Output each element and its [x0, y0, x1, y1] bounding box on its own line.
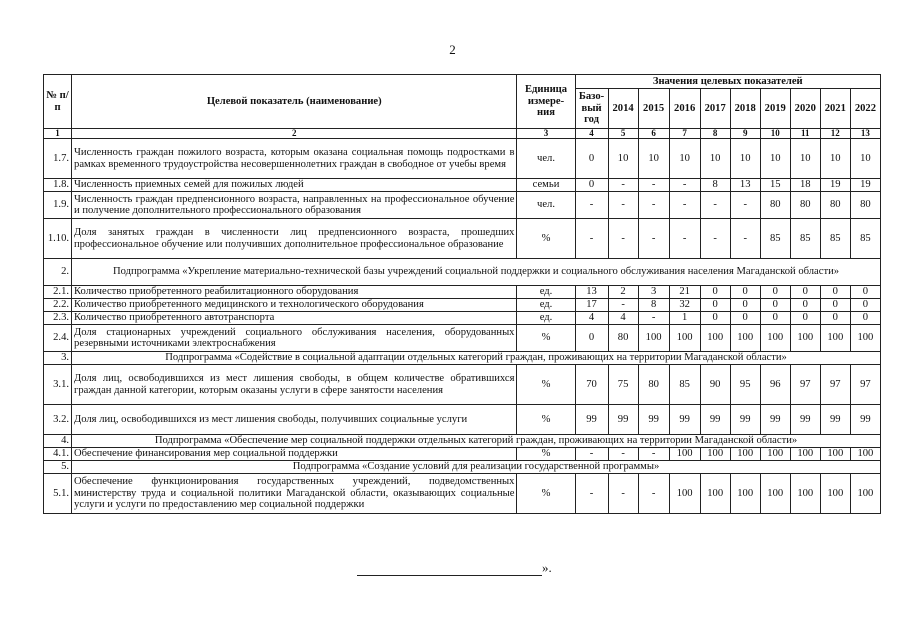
year-value: 100 [820, 474, 850, 514]
table-row [44, 365, 881, 405]
unit-cell: % [517, 325, 575, 352]
year-value: - [700, 219, 730, 259]
year-value: 99 [820, 405, 850, 435]
closing-line [357, 560, 552, 576]
year-value: 1 [669, 312, 700, 325]
year-value: 8 [700, 179, 730, 192]
indicator-name: Доля лиц, освободившихся из мест лишения свободы, в общем количестве обратившихся граждан данной категории, которым оказаны услуги в сфере занятости населения [72, 365, 517, 405]
column-number: 6 [638, 129, 669, 139]
year-value: 99 [638, 405, 669, 435]
column-number: 9 [730, 129, 760, 139]
row-number: 3.2. [44, 405, 72, 435]
year-value: - [638, 179, 669, 192]
year-value: 97 [790, 365, 820, 405]
unit-cell: ед. [517, 299, 575, 312]
year-value: 0 [790, 312, 820, 325]
indicator-name: Численность граждан пожилого возраста, которым оказана социальная помощь подростками в рамках временного трудоустройства несовершеннолетних граждан в свободное от учебы время [72, 139, 517, 179]
year-value: 100 [790, 448, 820, 461]
year-value: - [638, 474, 669, 514]
table-row [44, 192, 881, 219]
year-value: 21 [669, 286, 700, 299]
signature-line [357, 565, 542, 576]
year-value: 100 [850, 448, 880, 461]
year-value: 99 [850, 405, 880, 435]
header-year: 2019 [760, 89, 790, 129]
year-value: 0 [820, 312, 850, 325]
year-value: 99 [608, 405, 638, 435]
indicator-name: Численность граждан предпенсионного возраста, направленных на профессиональное обучение и получение дополнительного профессионального образования [72, 192, 517, 219]
unit-cell: ед. [517, 312, 575, 325]
year-value: 100 [820, 325, 850, 352]
year-value: 0 [790, 299, 820, 312]
subprogram-title: Подпрограмма «Обеспечение мер социальной поддержки отдельных категорий граждан, проживающих на территории Магаданской области» [72, 435, 881, 448]
year-value: 100 [700, 448, 730, 461]
page-number: 2 [449, 42, 456, 57]
base-value: 70 [575, 365, 608, 405]
header-values-group: Значения целевых показателей [575, 75, 880, 89]
table-row [44, 448, 881, 461]
unit-cell: % [517, 405, 575, 435]
year-value: 3 [638, 286, 669, 299]
year-value: 100 [669, 474, 700, 514]
year-value: 96 [760, 365, 790, 405]
subprogram-title: Подпрограмма «Укрепление материально-технической базы учреждений социальной поддержки и социального обслуживания населения Магаданской области» [72, 259, 881, 286]
base-value: 4 [575, 312, 608, 325]
year-value: 18 [790, 179, 820, 192]
year-value: 80 [760, 192, 790, 219]
year-value: 0 [820, 299, 850, 312]
indicators-table [43, 74, 881, 514]
header-year: 2015 [638, 89, 669, 129]
base-value: 99 [575, 405, 608, 435]
year-value: 100 [850, 474, 880, 514]
year-value: 100 [730, 474, 760, 514]
unit-cell: ед. [517, 286, 575, 299]
year-value: 97 [850, 365, 880, 405]
base-value: - [575, 448, 608, 461]
year-value: 0 [820, 286, 850, 299]
year-value: 85 [790, 219, 820, 259]
base-value: 0 [575, 325, 608, 352]
base-value: - [575, 192, 608, 219]
table-row [44, 474, 881, 514]
year-value: 100 [820, 448, 850, 461]
year-value: 99 [790, 405, 820, 435]
indicator-name: Численность приемных семей для пожилых людей [72, 179, 517, 192]
header-name: Целевой показатель (наименование) [72, 75, 517, 129]
subprogram-row [44, 352, 881, 365]
indicator-name: Обеспечение финансирования мер социальной поддержки [72, 448, 517, 461]
table-row [44, 286, 881, 299]
indicator-name: Обеспечение функционирования государственных учреждений, подведомственных министерству труда и социальной политики Магаданской области, оказывающих социальные услуги и услуги по предоставлению мер социальной поддержки [72, 474, 517, 514]
year-value: 0 [700, 286, 730, 299]
year-value: 85 [850, 219, 880, 259]
year-value: 80 [638, 365, 669, 405]
row-number: 2.2. [44, 299, 72, 312]
year-value: 100 [730, 448, 760, 461]
year-value: 8 [638, 299, 669, 312]
year-value: 10 [820, 139, 850, 179]
row-number: 4.1. [44, 448, 72, 461]
table-row [44, 219, 881, 259]
closing-mark: ». [542, 560, 552, 575]
year-value: 75 [608, 365, 638, 405]
year-value: 0 [760, 312, 790, 325]
year-value: - [608, 299, 638, 312]
row-number: 2.4. [44, 325, 72, 352]
row-number: 1.10. [44, 219, 72, 259]
year-value: - [669, 192, 700, 219]
year-value: 80 [790, 192, 820, 219]
year-value: 0 [850, 286, 880, 299]
header-year: 2020 [790, 89, 820, 129]
indicator-name: Доля лиц, освободившихся из мест лишения свободы, получивших социальные услуги [72, 405, 517, 435]
year-value: 100 [850, 325, 880, 352]
base-value: - [575, 474, 608, 514]
row-number: 4. [44, 435, 72, 448]
year-value: 10 [760, 139, 790, 179]
year-value: - [638, 219, 669, 259]
year-value: 85 [820, 219, 850, 259]
year-value: 100 [790, 325, 820, 352]
year-value: 100 [700, 474, 730, 514]
subprogram-row [44, 435, 881, 448]
column-number: 12 [820, 129, 850, 139]
unit-cell: чел. [517, 192, 575, 219]
year-value: 0 [730, 312, 760, 325]
table-row [44, 405, 881, 435]
indicator-name: Доля стационарных учреждений социального обслуживания населения, оборудованных резервными источниками электроснабжения [72, 325, 517, 352]
unit-cell: % [517, 365, 575, 405]
base-value: 17 [575, 299, 608, 312]
indicator-name: Доля занятых граждан в численности лиц предпенсионного возраста, прошедших профессиональное обучение или получивших дополнительное профессиональное образование [72, 219, 517, 259]
year-value: 19 [850, 179, 880, 192]
subprogram-row [44, 259, 881, 286]
year-value: 19 [820, 179, 850, 192]
column-number: 5 [608, 129, 638, 139]
subprogram-row [44, 461, 881, 474]
year-value: - [730, 192, 760, 219]
year-value: - [608, 179, 638, 192]
column-number: 1 [44, 129, 72, 139]
year-value: 95 [730, 365, 760, 405]
column-number: 8 [700, 129, 730, 139]
year-value: 0 [730, 286, 760, 299]
column-number: 13 [850, 129, 880, 139]
year-value: - [608, 474, 638, 514]
base-value: 13 [575, 286, 608, 299]
year-value: 0 [700, 299, 730, 312]
year-value: 97 [820, 365, 850, 405]
year-value: 100 [638, 325, 669, 352]
year-value: 100 [669, 325, 700, 352]
indicator-name: Количество приобретенного реабилитационного оборудования [72, 286, 517, 299]
row-number: 2. [44, 259, 72, 286]
year-value: - [608, 192, 638, 219]
year-value: 10 [700, 139, 730, 179]
row-number: 1.8. [44, 179, 72, 192]
year-value: - [669, 219, 700, 259]
year-value: 99 [760, 405, 790, 435]
year-value: 100 [700, 325, 730, 352]
table-row [44, 325, 881, 352]
header-year: 2021 [820, 89, 850, 129]
year-value: 99 [730, 405, 760, 435]
year-value: - [608, 448, 638, 461]
year-value: 100 [669, 448, 700, 461]
table-row [44, 312, 881, 325]
year-value: - [638, 192, 669, 219]
year-value: 0 [700, 312, 730, 325]
column-number: 3 [517, 129, 575, 139]
base-value: 0 [575, 139, 608, 179]
year-value: 100 [760, 474, 790, 514]
year-value: - [669, 179, 700, 192]
header-base-year: Базо-вый год [575, 89, 608, 129]
year-value: 2 [608, 286, 638, 299]
header-year: 2016 [669, 89, 700, 129]
year-value: 10 [608, 139, 638, 179]
year-value: 15 [760, 179, 790, 192]
year-value: 10 [790, 139, 820, 179]
column-number: 11 [790, 129, 820, 139]
header-year: 2017 [700, 89, 730, 129]
year-value: 32 [669, 299, 700, 312]
header-year: 2018 [730, 89, 760, 129]
header-year: 2014 [608, 89, 638, 129]
header-unit: Единица измере-ния [517, 75, 575, 129]
row-number: 5.1. [44, 474, 72, 514]
year-value: 85 [760, 219, 790, 259]
year-value: 100 [730, 325, 760, 352]
row-number: 5. [44, 461, 72, 474]
base-value: - [575, 219, 608, 259]
year-value: 100 [760, 325, 790, 352]
year-value: 0 [850, 299, 880, 312]
year-value: 10 [669, 139, 700, 179]
year-value: 99 [669, 405, 700, 435]
year-value: 0 [760, 286, 790, 299]
subprogram-title: Подпрограмма «Содействие в социальной адаптации отдельных категорий граждан, проживающих на территории Магаданской области» [72, 352, 881, 365]
year-value: 0 [850, 312, 880, 325]
year-value: 80 [820, 192, 850, 219]
unit-cell: % [517, 474, 575, 514]
year-value: 80 [608, 325, 638, 352]
column-number: 10 [760, 129, 790, 139]
unit-cell: чел. [517, 139, 575, 179]
year-value: - [608, 219, 638, 259]
year-value: 10 [850, 139, 880, 179]
table-row [44, 299, 881, 312]
year-value: 10 [730, 139, 760, 179]
row-number: 1.9. [44, 192, 72, 219]
table-row [44, 139, 881, 179]
year-value: 4 [608, 312, 638, 325]
indicator-name: Количество приобретенного автотранспорта [72, 312, 517, 325]
unit-cell: % [517, 448, 575, 461]
base-value: 0 [575, 179, 608, 192]
year-value: 0 [760, 299, 790, 312]
year-value: 90 [700, 365, 730, 405]
row-number: 3.1. [44, 365, 72, 405]
unit-cell: % [517, 219, 575, 259]
year-value: 80 [850, 192, 880, 219]
subprogram-title: Подпрограмма «Создание условий для реализации государственной программы» [72, 461, 881, 474]
year-value: 13 [730, 179, 760, 192]
column-number: 4 [575, 129, 608, 139]
year-value: - [638, 312, 669, 325]
row-number: 3. [44, 352, 72, 365]
header-year: 2022 [850, 89, 880, 129]
column-number: 2 [72, 129, 517, 139]
row-number: 2.1. [44, 286, 72, 299]
row-number: 1.7. [44, 139, 72, 179]
year-value: 0 [790, 286, 820, 299]
year-value: - [700, 192, 730, 219]
unit-cell: семьи [517, 179, 575, 192]
year-value: - [730, 219, 760, 259]
indicator-name: Количество приобретенного медицинского и технологического оборудования [72, 299, 517, 312]
year-value: 85 [669, 365, 700, 405]
year-value: - [638, 448, 669, 461]
year-value: 100 [790, 474, 820, 514]
column-number: 7 [669, 129, 700, 139]
year-value: 0 [730, 299, 760, 312]
year-value: 100 [760, 448, 790, 461]
table-row [44, 179, 881, 192]
header-num: № п/п [44, 75, 72, 129]
year-value: 10 [638, 139, 669, 179]
row-number: 2.3. [44, 312, 72, 325]
year-value: 99 [700, 405, 730, 435]
